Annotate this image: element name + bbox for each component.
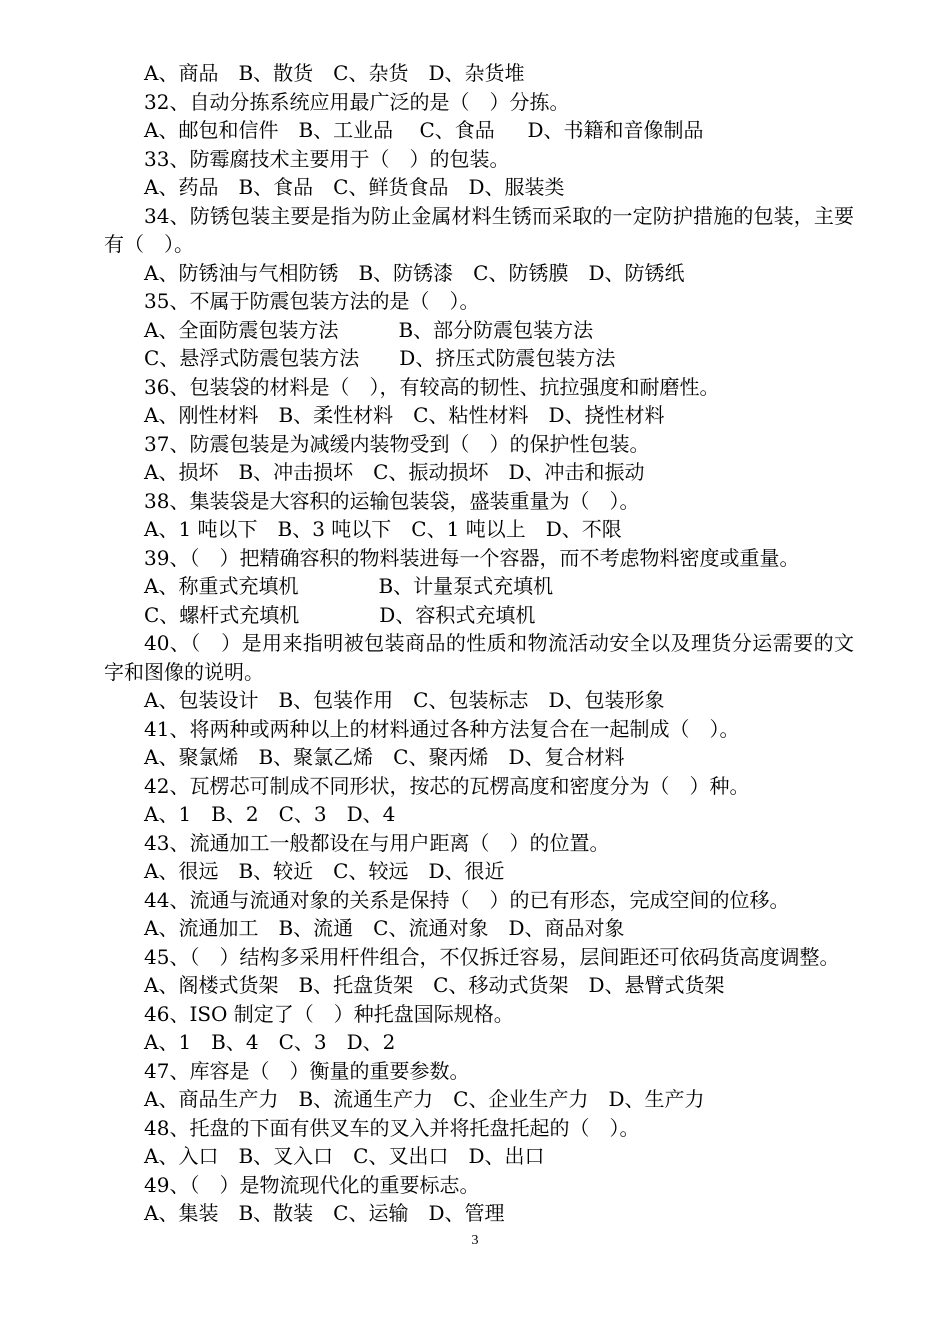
page-body (104, 59, 854, 1228)
answer-options: A、全面防震包装方法 B、部分防震包装方法 (144, 317, 594, 342)
answer-options: A、称重式充填机 B、计量泵式充填机 (144, 574, 554, 598)
question-stem: 36、包装袋的材料是（ ），有较高的韧性、抗拉强度和耐磨性。 (144, 374, 720, 399)
question-stem: 44、流通与流通对象的关系是保持（ ）的已有形态，完成空间的位移。 (144, 887, 790, 912)
question-stem: 40、（ ）是用来指明被包装商品的性质和物流活动安全以及理货分运需要的文字和图像的说明。 (104, 631, 854, 684)
answer-options: C、螺杆式充填机 D、容积式充填机 (144, 602, 536, 627)
answer-options: A、包装设计 B、包装作用 C、包装标志 D、包装形象 (144, 688, 665, 712)
answer-options: A、1 吨以下 B、3 吨以下 C、1 吨以上 D、不限 (144, 517, 622, 541)
answer-options: A、1 B、4 C、3 D、2 (144, 1030, 396, 1054)
question-stem: 46、ISO 制定了（ ）种托盘国际规格。 (144, 1001, 514, 1026)
answer-options: A、入口 B、叉入口 C、叉出口 D、出口 (144, 1144, 545, 1168)
question-stem: 47、库容是（ ）衡量的重要参数。 (144, 1058, 470, 1083)
question-stem: 42、瓦楞芯可制成不同形状，按芯的瓦楞高度和密度分为（ ）种。 (144, 773, 750, 798)
question-stem: 41、将两种或两种以上的材料通过各种方法复合在一起制成（ ）。 (144, 716, 740, 741)
answer-options: A、损坏 B、冲击损坏 C、振动损坏 D、冲击和振动 (144, 460, 645, 484)
answer-options: A、邮包和信件 B、工业品 C、食品 D、书籍和音像制品 (144, 118, 704, 142)
answer-options: A、很远 B、较近 C、较远 D、很近 (144, 859, 505, 883)
answer-options: A、商品生产力 B、流通生产力 C、企业生产力 D、生产力 (144, 1087, 705, 1111)
answer-options: A、阁楼式货架 B、托盘货架 C、移动式货架 D、悬臂式货架 (144, 973, 725, 997)
answer-options: A、流通加工 B、流通 C、流通对象 D、商品对象 (144, 916, 625, 940)
question-stem: 45、（ ）结构多采用杆件组合，不仅拆迁容易，层间距还可依码货高度调整。 (144, 944, 840, 969)
answer-options: A、商品 B、散货 C、杂货 D、杂货堆 (144, 61, 525, 85)
answer-options: C、悬浮式防震包装方法 D、挤压式防震包装方法 (144, 346, 616, 370)
answer-options: A、集装 B、散装 C、运输 D、管理 (144, 1201, 505, 1225)
answer-options: A、刚性材料 B、柔性材料 C、粘性材料 D、挠性材料 (144, 403, 665, 427)
page-number: 3 (471, 1233, 479, 1248)
answer-options: A、药品 B、食品 C、鲜货食品 D、服装类 (144, 175, 565, 199)
question-stem: 32、自动分拣系统应用最广泛的是（ ）分拣。 (144, 89, 570, 114)
answer-options: A、聚氯烯 B、聚氯乙烯 C、聚丙烯 D、复合材料 (144, 745, 625, 769)
question-stem: 37、防震包装是为减缓内装物受到（ ）的保护性包装。 (144, 431, 650, 456)
question-stem: 39、（ ）把精确容积的物料装进每一个容器，而不考虑物料密度或重量。 (144, 545, 800, 570)
question-stem: 38、集装袋是大容积的运输包装袋，盛装重量为（ ）。 (144, 488, 640, 513)
question-stem: 35、不属于防震包装方法的是（ ）。 (144, 289, 480, 313)
question-stem: 33、防霉腐技术主要用于（ ）的包装。 (144, 146, 510, 171)
question-stem: 43、流通加工一般都设在与用户距离（ ）的位置。 (144, 830, 610, 855)
answer-options: A、1 B、2 C、3 D、4 (144, 802, 396, 826)
answer-options: A、防锈油与气相防锈 B、防锈漆 C、防锈膜 D、防锈纸 (144, 260, 685, 285)
question-stem: 49、（ ）是物流现代化的重要标志。 (144, 1172, 480, 1197)
question-stem: 48、托盘的下面有供叉车的叉入并将托盘托起的（ ）。 (144, 1115, 640, 1140)
question-stem: 34、防锈包装主要是指为防止金属材料生锈而采取的一定防护措施的包装，主要有（ ）。 (104, 203, 854, 256)
